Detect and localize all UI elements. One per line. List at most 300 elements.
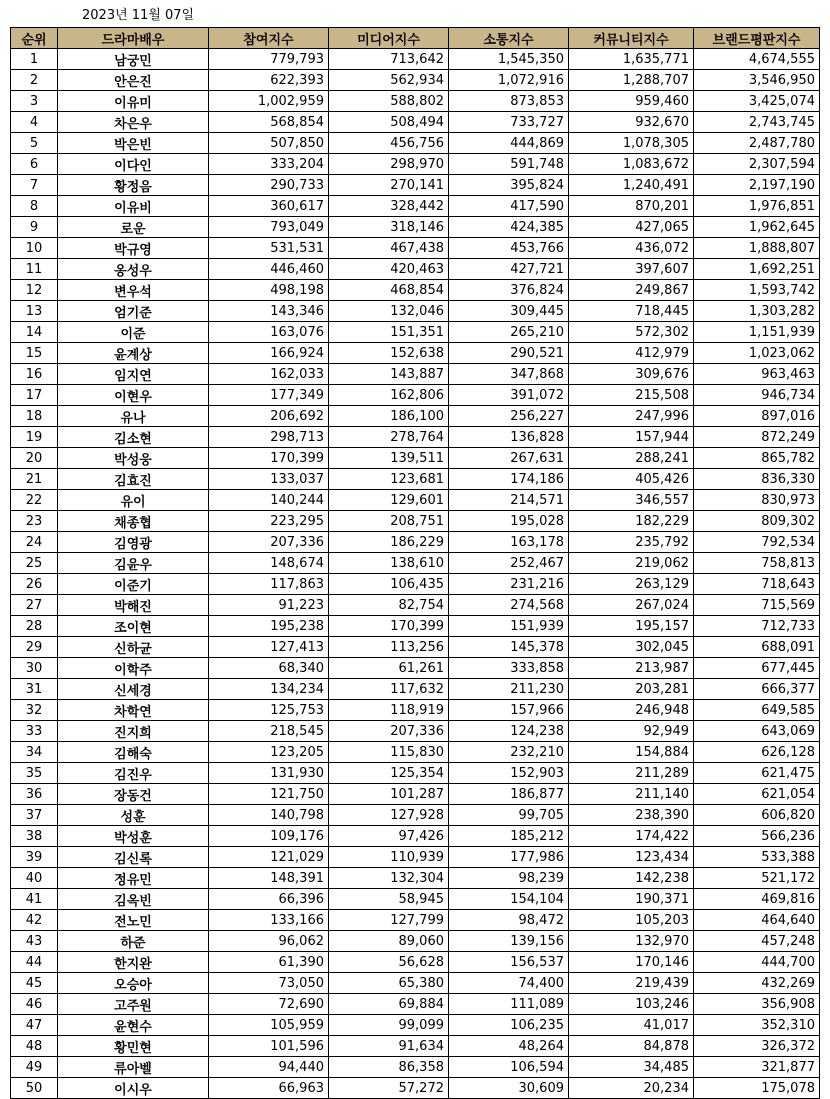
actor-name-cell: 안은진 bbox=[58, 70, 209, 91]
table-row bbox=[11, 931, 820, 952]
community-index-cell: 263,129 bbox=[569, 574, 694, 595]
brand-reputation-index-cell: 3,546,950 bbox=[694, 70, 820, 91]
participation-index-cell: 91,223 bbox=[209, 595, 329, 616]
rank-cell: 3 bbox=[11, 91, 58, 112]
table-row bbox=[11, 217, 820, 238]
media-index-cell: 138,610 bbox=[329, 553, 449, 574]
rank-cell: 33 bbox=[11, 721, 58, 742]
media-index-cell: 113,256 bbox=[329, 637, 449, 658]
rank-cell: 20 bbox=[11, 448, 58, 469]
participation-index-cell: 223,295 bbox=[209, 511, 329, 532]
communication-index-cell: 98,472 bbox=[449, 910, 569, 931]
brand-reputation-index-cell: 469,816 bbox=[694, 889, 820, 910]
community-index-cell: 1,635,771 bbox=[569, 49, 694, 70]
header-brand-reputation-index: 브랜드평판지수 bbox=[694, 28, 820, 49]
participation-index-cell: 218,545 bbox=[209, 721, 329, 742]
media-index-cell: 207,336 bbox=[329, 721, 449, 742]
participation-index-cell: 125,753 bbox=[209, 700, 329, 721]
brand-reputation-index-cell: 1,692,251 bbox=[694, 259, 820, 280]
media-index-cell: 132,046 bbox=[329, 301, 449, 322]
rank-cell: 22 bbox=[11, 490, 58, 511]
participation-index-cell: 163,076 bbox=[209, 322, 329, 343]
participation-index-cell: 66,396 bbox=[209, 889, 329, 910]
media-index-cell: 420,463 bbox=[329, 259, 449, 280]
brand-reputation-index-cell: 621,475 bbox=[694, 763, 820, 784]
participation-index-cell: 127,413 bbox=[209, 637, 329, 658]
participation-index-cell: 170,399 bbox=[209, 448, 329, 469]
participation-index-cell: 61,390 bbox=[209, 952, 329, 973]
brand-reputation-index-cell: 2,487,780 bbox=[694, 133, 820, 154]
actor-name-cell: 김신록 bbox=[58, 847, 209, 868]
brand-reputation-index-cell: 946,734 bbox=[694, 385, 820, 406]
brand-reputation-index-cell: 1,023,062 bbox=[694, 343, 820, 364]
table-row bbox=[11, 595, 820, 616]
rank-cell: 31 bbox=[11, 679, 58, 700]
table-row bbox=[11, 196, 820, 217]
brand-reputation-index-cell: 444,700 bbox=[694, 952, 820, 973]
community-index-cell: 190,371 bbox=[569, 889, 694, 910]
community-index-cell: 105,203 bbox=[569, 910, 694, 931]
participation-index-cell: 177,349 bbox=[209, 385, 329, 406]
community-index-cell: 219,062 bbox=[569, 553, 694, 574]
actor-name-cell: 김영광 bbox=[58, 532, 209, 553]
table-row bbox=[11, 616, 820, 637]
rank-cell: 30 bbox=[11, 658, 58, 679]
communication-index-cell: 453,766 bbox=[449, 238, 569, 259]
communication-index-cell: 232,210 bbox=[449, 742, 569, 763]
communication-index-cell: 186,877 bbox=[449, 784, 569, 805]
actor-name-cell: 엄기준 bbox=[58, 301, 209, 322]
media-index-cell: 151,351 bbox=[329, 322, 449, 343]
brand-reputation-index-cell: 1,593,742 bbox=[694, 280, 820, 301]
actor-name-cell: 신세경 bbox=[58, 679, 209, 700]
actor-name-cell: 이준기 bbox=[58, 574, 209, 595]
media-index-cell: 132,304 bbox=[329, 868, 449, 889]
community-index-cell: 1,078,305 bbox=[569, 133, 694, 154]
community-index-cell: 211,140 bbox=[569, 784, 694, 805]
rank-cell: 15 bbox=[11, 343, 58, 364]
actor-name-cell: 황민현 bbox=[58, 1036, 209, 1057]
community-index-cell: 235,792 bbox=[569, 532, 694, 553]
rank-cell: 39 bbox=[11, 847, 58, 868]
rank-cell: 5 bbox=[11, 133, 58, 154]
media-index-cell: 65,380 bbox=[329, 973, 449, 994]
table-row bbox=[11, 679, 820, 700]
rank-cell: 37 bbox=[11, 805, 58, 826]
actor-name-cell: 김해숙 bbox=[58, 742, 209, 763]
community-index-cell: 203,281 bbox=[569, 679, 694, 700]
brand-reputation-index-cell: 2,743,745 bbox=[694, 112, 820, 133]
media-index-cell: 456,756 bbox=[329, 133, 449, 154]
community-index-cell: 932,670 bbox=[569, 112, 694, 133]
communication-index-cell: 151,939 bbox=[449, 616, 569, 637]
table-row bbox=[11, 112, 820, 133]
media-index-cell: 278,764 bbox=[329, 427, 449, 448]
brand-reputation-index-cell: 830,973 bbox=[694, 490, 820, 511]
media-index-cell: 270,141 bbox=[329, 175, 449, 196]
table-row bbox=[11, 259, 820, 280]
community-index-cell: 154,884 bbox=[569, 742, 694, 763]
participation-index-cell: 133,037 bbox=[209, 469, 329, 490]
actor-name-cell: 한지완 bbox=[58, 952, 209, 973]
brand-reputation-index-cell: 688,091 bbox=[694, 637, 820, 658]
media-index-cell: 82,754 bbox=[329, 595, 449, 616]
media-index-cell: 110,939 bbox=[329, 847, 449, 868]
table-row bbox=[11, 154, 820, 175]
media-index-cell: 97,426 bbox=[329, 826, 449, 847]
community-index-cell: 302,045 bbox=[569, 637, 694, 658]
media-index-cell: 298,970 bbox=[329, 154, 449, 175]
brand-reputation-index-cell: 4,674,555 bbox=[694, 49, 820, 70]
table-row bbox=[11, 1036, 820, 1057]
brand-reputation-index-cell: 649,585 bbox=[694, 700, 820, 721]
rank-cell: 41 bbox=[11, 889, 58, 910]
communication-index-cell: 195,028 bbox=[449, 511, 569, 532]
participation-index-cell: 96,062 bbox=[209, 931, 329, 952]
participation-index-cell: 121,750 bbox=[209, 784, 329, 805]
actor-name-cell: 옹성우 bbox=[58, 259, 209, 280]
table-row bbox=[11, 637, 820, 658]
media-index-cell: 129,601 bbox=[329, 490, 449, 511]
table-row bbox=[11, 49, 820, 70]
table-row bbox=[11, 889, 820, 910]
table-row bbox=[11, 742, 820, 763]
brand-reputation-index-cell: 175,078 bbox=[694, 1078, 820, 1099]
table-body bbox=[11, 49, 820, 1099]
table-row bbox=[11, 826, 820, 847]
community-index-cell: 397,607 bbox=[569, 259, 694, 280]
actor-name-cell: 정유민 bbox=[58, 868, 209, 889]
communication-index-cell: 424,385 bbox=[449, 217, 569, 238]
actor-name-cell: 하준 bbox=[58, 931, 209, 952]
communication-index-cell: 156,537 bbox=[449, 952, 569, 973]
media-index-cell: 186,100 bbox=[329, 406, 449, 427]
rank-cell: 28 bbox=[11, 616, 58, 637]
participation-index-cell: 1,002,959 bbox=[209, 91, 329, 112]
community-index-cell: 346,557 bbox=[569, 490, 694, 511]
media-index-cell: 127,799 bbox=[329, 910, 449, 931]
community-index-cell: 267,024 bbox=[569, 595, 694, 616]
community-index-cell: 34,485 bbox=[569, 1057, 694, 1078]
rank-cell: 7 bbox=[11, 175, 58, 196]
community-index-cell: 1,240,491 bbox=[569, 175, 694, 196]
communication-index-cell: 265,210 bbox=[449, 322, 569, 343]
brand-reputation-index-cell: 321,877 bbox=[694, 1057, 820, 1078]
brand-reputation-index-cell: 836,330 bbox=[694, 469, 820, 490]
communication-index-cell: 74,400 bbox=[449, 973, 569, 994]
brand-reputation-index-cell: 897,016 bbox=[694, 406, 820, 427]
actor-name-cell: 박규영 bbox=[58, 238, 209, 259]
actor-name-cell: 박성훈 bbox=[58, 826, 209, 847]
header-communication-index: 소통지수 bbox=[449, 28, 569, 49]
table-row bbox=[11, 784, 820, 805]
media-index-cell: 117,632 bbox=[329, 679, 449, 700]
rank-cell: 23 bbox=[11, 511, 58, 532]
rank-cell: 8 bbox=[11, 196, 58, 217]
communication-index-cell: 177,986 bbox=[449, 847, 569, 868]
rank-cell: 46 bbox=[11, 994, 58, 1015]
header-media-index: 미디어지수 bbox=[329, 28, 449, 49]
communication-index-cell: 444,869 bbox=[449, 133, 569, 154]
actor-name-cell: 신하균 bbox=[58, 637, 209, 658]
participation-index-cell: 290,733 bbox=[209, 175, 329, 196]
communication-index-cell: 136,828 bbox=[449, 427, 569, 448]
rank-cell: 35 bbox=[11, 763, 58, 784]
participation-index-cell: 101,596 bbox=[209, 1036, 329, 1057]
communication-index-cell: 106,235 bbox=[449, 1015, 569, 1036]
communication-index-cell: 733,727 bbox=[449, 112, 569, 133]
rank-cell: 16 bbox=[11, 364, 58, 385]
community-index-cell: 215,508 bbox=[569, 385, 694, 406]
media-index-cell: 208,751 bbox=[329, 511, 449, 532]
participation-index-cell: 498,198 bbox=[209, 280, 329, 301]
community-index-cell: 1,288,707 bbox=[569, 70, 694, 91]
participation-index-cell: 133,166 bbox=[209, 910, 329, 931]
brand-reputation-index-cell: 715,569 bbox=[694, 595, 820, 616]
table-row bbox=[11, 301, 820, 322]
rank-cell: 36 bbox=[11, 784, 58, 805]
communication-index-cell: 106,594 bbox=[449, 1057, 569, 1078]
communication-index-cell: 214,571 bbox=[449, 490, 569, 511]
participation-index-cell: 117,863 bbox=[209, 574, 329, 595]
communication-index-cell: 395,824 bbox=[449, 175, 569, 196]
communication-index-cell: 252,467 bbox=[449, 553, 569, 574]
communication-index-cell: 391,072 bbox=[449, 385, 569, 406]
communication-index-cell: 98,239 bbox=[449, 868, 569, 889]
communication-index-cell: 174,186 bbox=[449, 469, 569, 490]
actor-name-cell: 류아벨 bbox=[58, 1057, 209, 1078]
participation-index-cell: 779,793 bbox=[209, 49, 329, 70]
actor-name-cell: 이유비 bbox=[58, 196, 209, 217]
communication-index-cell: 111,089 bbox=[449, 994, 569, 1015]
table-row bbox=[11, 175, 820, 196]
participation-index-cell: 446,460 bbox=[209, 259, 329, 280]
media-index-cell: 115,830 bbox=[329, 742, 449, 763]
brand-reputation-index-cell: 626,128 bbox=[694, 742, 820, 763]
table-row bbox=[11, 1057, 820, 1078]
communication-index-cell: 231,216 bbox=[449, 574, 569, 595]
participation-index-cell: 105,959 bbox=[209, 1015, 329, 1036]
communication-index-cell: 157,966 bbox=[449, 700, 569, 721]
rank-cell: 42 bbox=[11, 910, 58, 931]
table-row bbox=[11, 721, 820, 742]
participation-index-cell: 793,049 bbox=[209, 217, 329, 238]
media-index-cell: 143,887 bbox=[329, 364, 449, 385]
table-row bbox=[11, 700, 820, 721]
communication-index-cell: 145,378 bbox=[449, 637, 569, 658]
brand-reputation-index-cell: 865,782 bbox=[694, 448, 820, 469]
community-index-cell: 103,246 bbox=[569, 994, 694, 1015]
rank-cell: 2 bbox=[11, 70, 58, 91]
community-index-cell: 132,970 bbox=[569, 931, 694, 952]
communication-index-cell: 211,230 bbox=[449, 679, 569, 700]
rank-cell: 13 bbox=[11, 301, 58, 322]
communication-index-cell: 333,858 bbox=[449, 658, 569, 679]
participation-index-cell: 68,340 bbox=[209, 658, 329, 679]
table-row bbox=[11, 847, 820, 868]
actor-name-cell: 이현우 bbox=[58, 385, 209, 406]
communication-index-cell: 427,721 bbox=[449, 259, 569, 280]
communication-index-cell: 30,609 bbox=[449, 1078, 569, 1099]
brand-reputation-index-cell: 521,172 bbox=[694, 868, 820, 889]
participation-index-cell: 207,336 bbox=[209, 532, 329, 553]
actor-name-cell: 성훈 bbox=[58, 805, 209, 826]
communication-index-cell: 99,705 bbox=[449, 805, 569, 826]
actor-name-cell: 차은우 bbox=[58, 112, 209, 133]
actor-name-cell: 유나 bbox=[58, 406, 209, 427]
participation-index-cell: 162,033 bbox=[209, 364, 329, 385]
rank-cell: 44 bbox=[11, 952, 58, 973]
rank-cell: 21 bbox=[11, 469, 58, 490]
table-row bbox=[11, 1015, 820, 1036]
actor-name-cell: 김윤우 bbox=[58, 553, 209, 574]
media-index-cell: 57,272 bbox=[329, 1078, 449, 1099]
media-index-cell: 713,642 bbox=[329, 49, 449, 70]
brand-reputation-index-cell: 1,303,282 bbox=[694, 301, 820, 322]
brand-reputation-index-cell: 566,236 bbox=[694, 826, 820, 847]
table-row bbox=[11, 994, 820, 1015]
community-index-cell: 246,948 bbox=[569, 700, 694, 721]
media-index-cell: 588,802 bbox=[329, 91, 449, 112]
media-index-cell: 162,806 bbox=[329, 385, 449, 406]
participation-index-cell: 148,674 bbox=[209, 553, 329, 574]
community-index-cell: 405,426 bbox=[569, 469, 694, 490]
header-actor: 드라마배우 bbox=[58, 28, 209, 49]
rank-cell: 45 bbox=[11, 973, 58, 994]
media-index-cell: 562,934 bbox=[329, 70, 449, 91]
participation-index-cell: 140,244 bbox=[209, 490, 329, 511]
media-index-cell: 468,854 bbox=[329, 280, 449, 301]
rank-cell: 1 bbox=[11, 49, 58, 70]
actor-name-cell: 이준 bbox=[58, 322, 209, 343]
actor-name-cell: 김옥빈 bbox=[58, 889, 209, 910]
participation-index-cell: 143,346 bbox=[209, 301, 329, 322]
actor-name-cell: 이학주 bbox=[58, 658, 209, 679]
brand-reputation-index-cell: 677,445 bbox=[694, 658, 820, 679]
participation-index-cell: 622,393 bbox=[209, 70, 329, 91]
table-header-row bbox=[11, 28, 820, 49]
brand-reputation-index-cell: 432,269 bbox=[694, 973, 820, 994]
community-index-cell: 219,439 bbox=[569, 973, 694, 994]
table-row bbox=[11, 133, 820, 154]
rank-cell: 25 bbox=[11, 553, 58, 574]
actor-name-cell: 이유미 bbox=[58, 91, 209, 112]
communication-index-cell: 154,104 bbox=[449, 889, 569, 910]
participation-index-cell: 72,690 bbox=[209, 994, 329, 1015]
communication-index-cell: 1,545,350 bbox=[449, 49, 569, 70]
participation-index-cell: 94,440 bbox=[209, 1057, 329, 1078]
community-index-cell: 412,979 bbox=[569, 343, 694, 364]
rank-cell: 24 bbox=[11, 532, 58, 553]
brand-reputation-index-cell: 621,054 bbox=[694, 784, 820, 805]
participation-index-cell: 73,050 bbox=[209, 973, 329, 994]
table-row bbox=[11, 385, 820, 406]
participation-index-cell: 531,531 bbox=[209, 238, 329, 259]
brand-reputation-index-cell: 809,302 bbox=[694, 511, 820, 532]
brand-reputation-index-cell: 718,643 bbox=[694, 574, 820, 595]
participation-index-cell: 206,692 bbox=[209, 406, 329, 427]
participation-index-cell: 121,029 bbox=[209, 847, 329, 868]
table-row bbox=[11, 343, 820, 364]
media-index-cell: 170,399 bbox=[329, 616, 449, 637]
media-index-cell: 101,287 bbox=[329, 784, 449, 805]
media-index-cell: 127,928 bbox=[329, 805, 449, 826]
communication-index-cell: 873,853 bbox=[449, 91, 569, 112]
media-index-cell: 91,634 bbox=[329, 1036, 449, 1057]
actor-name-cell: 김소현 bbox=[58, 427, 209, 448]
actor-name-cell: 김효진 bbox=[58, 469, 209, 490]
community-index-cell: 572,302 bbox=[569, 322, 694, 343]
rank-cell: 48 bbox=[11, 1036, 58, 1057]
rank-cell: 29 bbox=[11, 637, 58, 658]
table-row bbox=[11, 91, 820, 112]
media-index-cell: 125,354 bbox=[329, 763, 449, 784]
brand-reputation-index-cell: 3,425,074 bbox=[694, 91, 820, 112]
header-community-index: 커뮤니티지수 bbox=[569, 28, 694, 49]
brand-reputation-index-cell: 712,733 bbox=[694, 616, 820, 637]
actor-name-cell: 남궁민 bbox=[58, 49, 209, 70]
table-row bbox=[11, 973, 820, 994]
brand-reputation-index-cell: 643,069 bbox=[694, 721, 820, 742]
table-row bbox=[11, 427, 820, 448]
rank-cell: 27 bbox=[11, 595, 58, 616]
rank-cell: 43 bbox=[11, 931, 58, 952]
media-index-cell: 106,435 bbox=[329, 574, 449, 595]
communication-index-cell: 376,824 bbox=[449, 280, 569, 301]
media-index-cell: 89,060 bbox=[329, 931, 449, 952]
rank-cell: 50 bbox=[11, 1078, 58, 1099]
table-row bbox=[11, 805, 820, 826]
actor-name-cell: 이시우 bbox=[58, 1078, 209, 1099]
rank-cell: 6 bbox=[11, 154, 58, 175]
communication-index-cell: 309,445 bbox=[449, 301, 569, 322]
brand-reputation-index-cell: 356,908 bbox=[694, 994, 820, 1015]
rank-cell: 34 bbox=[11, 742, 58, 763]
brand-reputation-index-cell: 666,377 bbox=[694, 679, 820, 700]
participation-index-cell: 66,963 bbox=[209, 1078, 329, 1099]
media-index-cell: 328,442 bbox=[329, 196, 449, 217]
community-index-cell: 142,238 bbox=[569, 868, 694, 889]
community-index-cell: 288,241 bbox=[569, 448, 694, 469]
participation-index-cell: 123,205 bbox=[209, 742, 329, 763]
participation-index-cell: 148,391 bbox=[209, 868, 329, 889]
community-index-cell: 870,201 bbox=[569, 196, 694, 217]
table-row bbox=[11, 322, 820, 343]
community-index-cell: 249,867 bbox=[569, 280, 694, 301]
table-row bbox=[11, 70, 820, 91]
communication-index-cell: 139,156 bbox=[449, 931, 569, 952]
table-row bbox=[11, 511, 820, 532]
rank-cell: 10 bbox=[11, 238, 58, 259]
table-row bbox=[11, 910, 820, 931]
table-row bbox=[11, 658, 820, 679]
community-index-cell: 211,289 bbox=[569, 763, 694, 784]
table-row bbox=[11, 868, 820, 889]
communication-index-cell: 1,072,916 bbox=[449, 70, 569, 91]
rank-cell: 12 bbox=[11, 280, 58, 301]
communication-index-cell: 152,903 bbox=[449, 763, 569, 784]
participation-index-cell: 507,850 bbox=[209, 133, 329, 154]
rank-cell: 18 bbox=[11, 406, 58, 427]
actor-name-cell: 조이현 bbox=[58, 616, 209, 637]
community-index-cell: 959,460 bbox=[569, 91, 694, 112]
actor-name-cell: 임지연 bbox=[58, 364, 209, 385]
communication-index-cell: 48,264 bbox=[449, 1036, 569, 1057]
table-row bbox=[11, 469, 820, 490]
actor-name-cell: 고주원 bbox=[58, 994, 209, 1015]
brand-reputation-index-cell: 872,249 bbox=[694, 427, 820, 448]
participation-index-cell: 109,176 bbox=[209, 826, 329, 847]
